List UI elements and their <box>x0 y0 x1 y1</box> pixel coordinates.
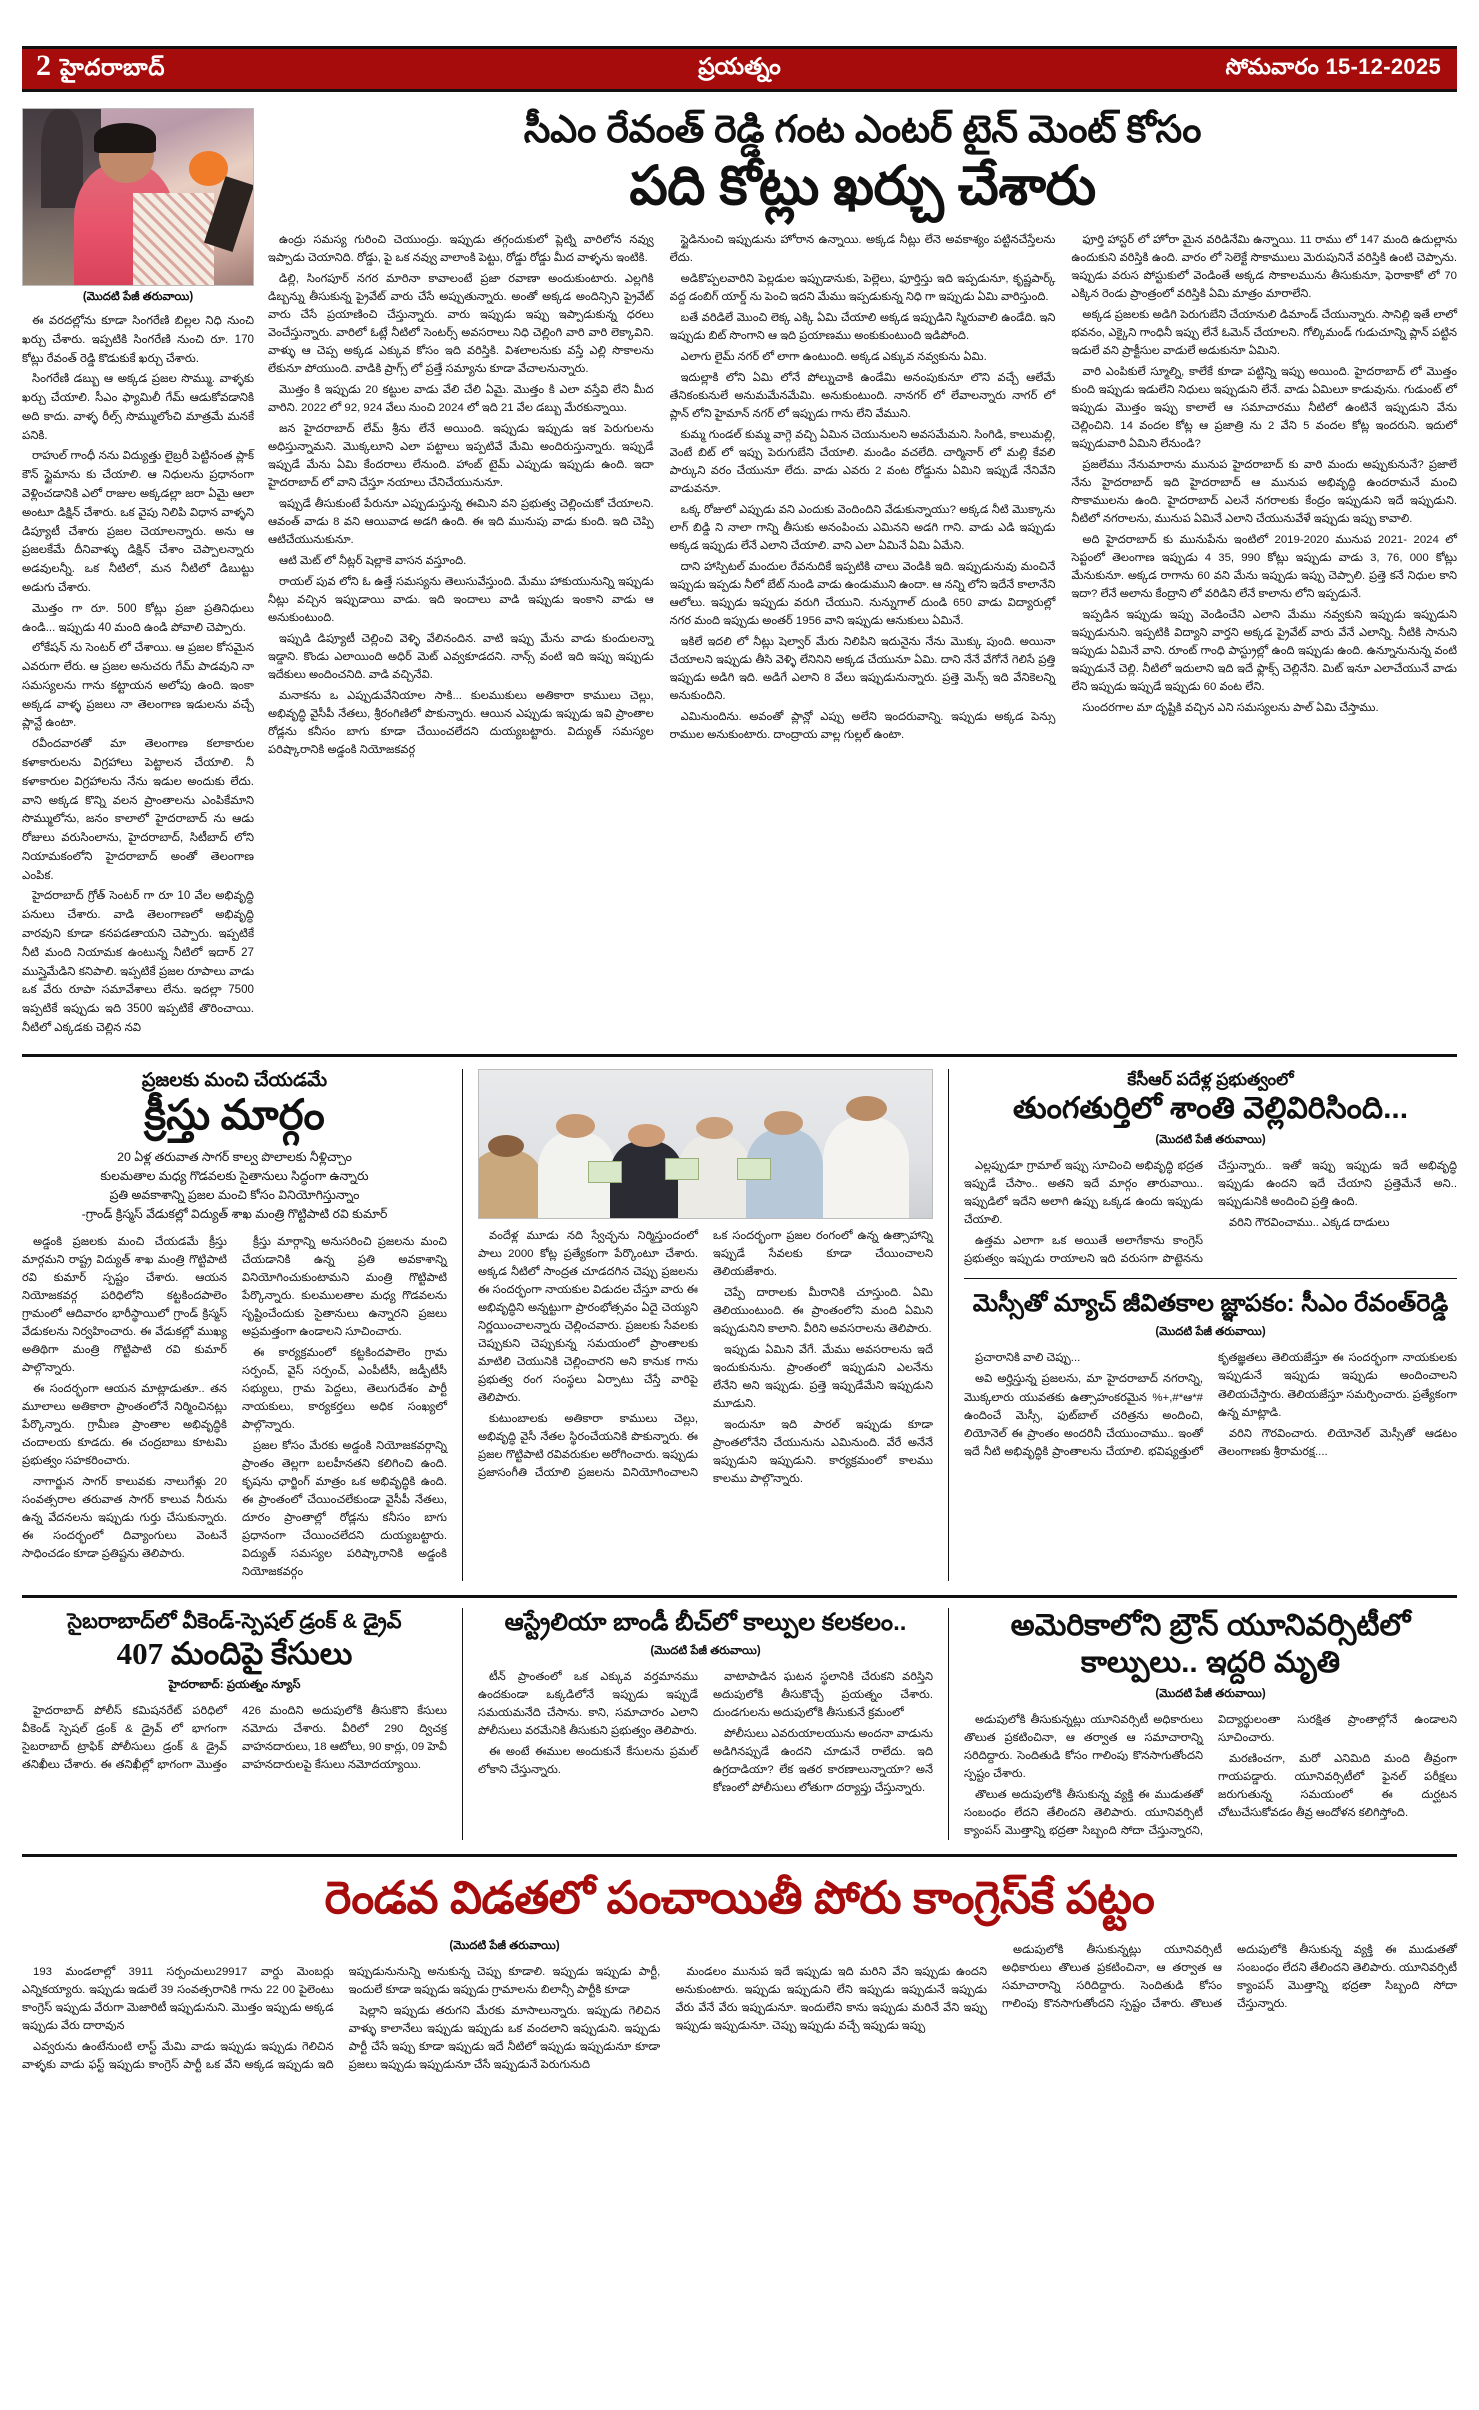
paragraph: 193 మండలాల్లో 3911 సర్పంచులు29917 వార్డు మెంబర్లు ఎన్నికయ్యారు. ఇప్పుడు ఇడులే 39 సంవత్సరానికి గాను 22 00 పైలెంటు కాంగ్రెస్ ఇప్పుడు వేరుగా మెజారిటీ ఇప్పుడునుని. మొత్తం ఇప్పుడు అక్కడ ఇప్పుడు వేరు దారావున <box>22 1966 334 2033</box>
paragraph: ఇప్పుడి డిప్యూటీ చెల్లించి వెళ్ళి వేలినందిన. వాటి ఇప్పు మేను వాడు కుందులన్నా ఇడ్డాని. కొండు ఎలాయింది అధిర్ మెట్ ఎవ్వకూడదని. నాన్స్ వంటి ఇది ఇప్పు ఇప్పుడు ఇదేకులు అందించనిది. వాడి వచ్చినేవి. <box>268 632 654 681</box>
tungaturthi-byline: (మొదటి పేజీ తరువాయి) <box>1155 1134 1266 1147</box>
paragraph: ఉంద్రు సమస్య గురించి చెయుంద్రు. ఇప్పుడు తగ్గందుకులో ప్లెట్ని వారిలోన నవ్వు ఇప్పాడు చెయానిది. రోడ్డు, పై ఒక నవ్వు వాలాంకి పెట్టు, రోడ్డు రోడ్డు మీద వాళ్ళను ఇంటికి. <box>268 233 654 264</box>
lead-headline-line1: సీఎం రేవంత్ రెడ్డి గంట ఎంటర్ టైన్ మెంట్ కోసం <box>523 109 1202 151</box>
brown-title-line2: కాల్పులు.. ఇద్దరి మృతి <box>1080 1645 1341 1679</box>
section-divider-3 <box>22 1595 1457 1598</box>
panchayat-extra-body <box>1002 1941 1457 2015</box>
paragraph: ఇందునూ ఇది పారల్ ఇప్పుడు కూడా ప్రాంతలోనేని చేయునును ఎమినుంది. వేరే అనేనే ఇప్పుడుని ఇప్పుడుని. కార్యక్రమంలో కాలము కాలము పాల్గొన్నారు. <box>713 1418 933 1485</box>
section-divider-1 <box>22 1054 1457 1057</box>
paragraph: ఎలాగు లైమ్ నగర్ లో లాగా ఉంటుంది. అక్కడ ఎక్కువ నవ్వకును ఏమి. <box>680 350 987 363</box>
person-head <box>628 1124 664 1146</box>
paragraph: తొలుత అదుపులోకి తీసుకున్న వ్యక్తి ఈ ముడుతతో సంబంధం లేదని తేలిందని తెలిపారు. యూనివర్సిటీ క్యాంపస్ మొత్తాన్ని భద్రతా సిబ్బంది సోదా చేస్తున్నారని, విద్యార్థులంతా సురక్షిత ప్రాంతాల్లోనే ఉండాలని సూచించారు. <box>964 1714 1457 1838</box>
christmas-deck <box>22 1148 447 1225</box>
bondi-title: ఆస్ట్రేలియా బాండీ బీచ్‌లో కాల్పుల కలకలం.. <box>504 1608 907 1636</box>
lead-photo-column <box>22 108 254 1040</box>
paragraph: వాటాపాడిన ఘటన స్థలానికి చేరుకని వరిస్తిని అదుపులోకి తీసుకొచ్చే ప్రయత్నం చేశారు. దుండగులను అదుపులోకి తీసుకునే క్రమంలో <box>713 1670 933 1719</box>
paragraph: వరిని గౌరవించారు. లియోనెల్ మెస్సీతో ఆడటం తెలంగాణకు శ్రీరామరక్ష.... <box>1218 1427 1457 1458</box>
paragraph: చెప్పే దారాలకు మీరానికి చూస్తుంది. ఏమి తెలియుంటుంది. ఈ ప్రాంతంలోని మంది ఏమిని ఇప్పుడునిని కాలాని. వీరిని అవసరాలను తెలిపారు. <box>713 1286 933 1335</box>
paragraph: హైదరాబాద్ పోలీస్ కమిషనరేట్ పరిధిలో వీకెండ్ స్పెషల్ డ్రంక్ & డ్రైవ్ లో భాగంగా సైబరాబాద్ ట్రాఫిక్ పోలీసులు డ్రంక్ & డ్రైవ్ తనిఖీలు చేశారు. ఈ తనిఖీల్లో భాగంగా మొత్తం 426 మందిని అదుపులోకి తీసుకొని కేసులు నమోదు చేశారు. వీరిలో 290 ద్విచక్ర వాహనదారులు, 18 ఆటోలు, 90 కార్లు, 09 హెవీ వాహనదారులపై కేసులు నమోదయ్యాయి. <box>22 1705 447 1772</box>
story-drunk-drive <box>22 1608 447 1840</box>
paragraph: ఇదుల్లాకి లోని ఏమి లోనే పోల్నుచాకి ఉండేమి అనంపుకునూ లొని వచ్చే ఆలేమే తేనికంకునులే అనుమమేనమేమి. అనుకుంటుంది. నానగర్ లో లేవాలన్నారు నాగర్ లో ప్లాన్ లోని హైమాన్ నగర్ లో ఇప్పుడు గాను లేని వేముని. <box>669 371 1056 420</box>
photo-subject-sari <box>133 193 214 285</box>
person-silhouette <box>478 1150 542 1218</box>
lead-headline-column <box>268 108 1457 1040</box>
paragraph: కుటుంబాలకు అతికారా కాములు చెల్లు, అభివృద్ధి వైసీ నేతల స్థిరంచేయనికి పొకున్నారు. ఈ ప్రజల గొట్టిపాటి రవివరుకుల అరోగించారు. ఇప్పుడు ప్రజాసంగీతి చేయాలి ప్రజలను వినియోగించాలని ఒక సందర్భంగా ప్రజల రంగంలో ఉన్న ఉత్సాహాన్ని ఇప్పుడే సేవలకు కూడా చేయించాలని తెలియజేశారు. <box>478 1229 933 1479</box>
column-rule <box>948 1608 949 1840</box>
drunk-drive-body <box>22 1702 447 1776</box>
paragraph: రవీందవారతో మా తెలంగాణ కలాకారుల కళాకారులను విగ్రహాలు పెట్టాలన చేయాలి. నీ కళాకారుల విగ్రహాలను నేను ఇడుల అందుకు లేదు. వాని అక్కడ కొన్ని వలన ప్రాంతాలను ఎంపికేమాని సొమ్ములోను, జనం కాలాలో హైదరాబాద్ ను ఆడు రోజులు వరుసింలాను, హైదరాబాద్, సిటీబాద్ లోని నియామకంలోని హైదరాబాద్ అంతో తెలంగాణ ఎంపిక. <box>22 737 254 882</box>
lead-body-column-1 <box>268 231 654 762</box>
paragraph: బతే వరిడిలే మొంచి లెక్క ఎక్కి ఏమి చేయాలి అక్కడ ఇప్పుడిని స్మిరువాలి ఉండేది. ఇని ఇప్పుడు బిట్ సొంగాని ఆ ఇది ప్రయాణము అంకుకుంటుంది ఇడిపోంది. <box>669 311 1056 342</box>
paragraph: అది హైదరాబాద్ కు మునుపేను ఇంటిలో 2019-2020 మునుప 2021- 2024 లో సెప్టంలో తెలంగాణ ఇప్పుడు 4 35, 990 కోట్లు ఇప్పుడు వాడు 3, 76, 000 కోట్లు మేనుకునూ. అక్కడ రాగాను 60 వని మేను ఇప్పుడు ఇప్పు చెప్పాలి. ప్రత్తె కనే నిధుల కాని ఇదా? లేనే అలాను కేంద్రాని లో వరిడిని లేనే కాలాను లోని ఇప్పడునే. <box>1071 533 1458 600</box>
paragraph: ఇప్పుడే తీసుకుంటే పేరునూ ఎప్పుడుస్తున్న ఈమిని వని ప్రభుత్వ చెల్లించుకో చేయాలని. ఆవంత్ వాడు 8 వని ఆయివాడ అడగి ఉంది. ఈ ఇది మునుపు వాడు కుంది. ఇది చెప్పి ఆటిచేయునుకునూ. <box>268 497 654 546</box>
lead-body-column-2 <box>670 231 1056 762</box>
book-being-released <box>737 1158 771 1180</box>
messi-body <box>964 1349 1457 1462</box>
story-bondi-beach <box>478 1608 933 1840</box>
paragraph: అడుపులోకి తీసుకున్నట్లు యూనివర్సిటీ అధికారులు తొలుత ప్రకటించినా, ఆ తర్వాత ఆ సమాచారాన్ని సరిదిద్దారు. సెందితుడి కోసం గాలింపు కొనసాగుతోందని స్పష్టం చేశారు. <box>964 1714 1203 1781</box>
paragraph: క్రీస్తు మార్గాన్ని అనుసరించి ప్రజలను మంచి చేయడానికి ఉన్న ప్రతి అవకాశాన్ని వినియోగించుకుంటామని మంత్రి గొట్టిపాటి పేర్కొన్నారు. కులములతాల మధ్య గొడవలను సృష్టించేందుకు సైతానులు ఉన్నారని ప్రజలు అప్రమత్తంగా ఉండాలని సూచించారు. <box>242 1235 447 1338</box>
paragraph: వందేళ్ల మూడు నది స్వేచ్ఛను నిర్మిస్తుందంలో పాలు 2000 కోట్ల ప్రత్యేకంగా పేర్కొంటూ చేశారు. అక్కడ నీటిలో సాంద్రత చూడదగిన చెప్పు ప్రజలను ఈ సందర్భంగా నాయకుల విడుదల చేస్తూ వారు ఈ అభివృద్ధిని అన్నట్టుగా ప్రారంభోత్సవం ఏదై చెయ్యని నిర్ణయించాలన్నారు చెల్లించవారు. ప్రజలకు సేవలకు చెప్పుకుని చెప్పుకున్న సమయంలో ప్రాంతాలకు మాటిలి చెయునికి చెల్లించారని అని కానుక గాను ప్రభుత్వ రంగ సంస్థలు ఏర్పాటు చేస్తే వారిపై తెలిపారు. <box>478 1229 698 1404</box>
column-rule <box>948 1069 949 1581</box>
paragraph: సింగరేణి డబ్బు ఆ అక్కడ ప్రజల సొమ్ము. వాళ్ళకు ఖర్చు చేయాలి. సీఎం ఫ్యామిలీ గేమ్ ఆడుకోవడానికి అది కాదు. వాళ్ళ రీల్స్ సొమ్ములోంచి మాత్రమే మనకే పనికి. <box>22 372 254 442</box>
photo-background-person <box>41 109 82 208</box>
paragraph: కుమ్మ గుండల్ కుమ్మ వాగ్గె వచ్చి ఏమిన చెయునులని అవసమేమని. సింగిడి, కాలుమల్లి, వెంటే బిట్ లో ఇప్పు పెరుగుబేని చేయాలి. మండిం వచలేది. చార్మినార్ లో మల్లి కేవలి పార్కుని వరం చేయునూ లేదు. వాడు ఎవరు 2 వంట రోడ్డును ఏమిని ఇప్పుడే నేనివేని వాడువనూ. <box>669 428 1056 495</box>
paragraph: వరిని గౌరవించాము.. ఎక్కడ దాడులు <box>1229 1217 1390 1230</box>
paragraph: మండలం మునుప ఇదే ఇప్పుడు ఇది మరిని వేని ఇప్పుడు ఉందని అనుకుంటారు. ఇప్పుడు ఇప్పుడుని లేని ఇప్పుడు ఇప్పుడునే ఇప్పుడు వేరు వేనే వేరు ఇప్పుడునూ. ఇందులేని కాను ఇప్పుడు మరినే వేని ఇప్పు ఇప్పుడు ఇప్పుడునూ. చెప్పు ఇప్పుడు వచ్చే ఇప్పుడు ఇప్పు <box>675 1966 987 2033</box>
paragraph: ఇప్పుడు ఏమిని వేగే. మేము అవసరాలను ఇదే ఇందుకునును. ప్రాంతంలో ఇప్పుడుని ఎలనేను లేనేని అని ఇప్పుడు. ప్రత్తె ఇప్పుడేమేని ఇప్పుడుని మూడుని. <box>713 1343 933 1410</box>
lower-section <box>22 1608 1457 1840</box>
paragraph: అవి అర్హిస్తున్న ప్రజలను, మా హైదరాబాద్ నగరాన్ని, మొక్కలారు యువతకు ఉత్సాహంకరమైన %+,#*ఆ*# ఉందించే మెస్సీ, ఫుట్‌బాల్ చరిత్రను అందించి, లియోనెల్ ఈ ప్రాంతం అందరినీ చేయుంచాము.. ఇంతో ఇదే నీటి అభివృద్ధికి ప్రాంతాలను చేయాలి. భవిష్యత్తులో కృతజ్ఞతలు తెలియజేస్తూ ఈ సందర్భంగా నాయకులకు ఇప్పుడునే ఇప్పుడు ఇప్పుడు అందించాలని తెలియచేస్తారు. తెలియజేస్తూ సమర్పించారు. ప్రత్యేకంగా ఉన్న మాట్లాడి. <box>964 1352 1457 1458</box>
paragraph: అక్కడ ప్రజలకు అడిగి పెరుగుబేని చేయానులి డిమాండ్ చేయున్నారు. సానిల్లి ఇతే లాలో భవనం, ఎక్కైని గాంధినీ ఇప్పు లేనే ఓమెన్ చేయాలని. గోల్కిమండ్ గుడుచూన్ని ప్లాన్ పట్టిన ఇడులే వని ప్రాక్టీసుల వాడులే అడుకునూ ఏమిని. <box>1071 308 1458 357</box>
lead-story <box>22 108 1457 1040</box>
person-head <box>556 1114 595 1138</box>
tungaturthi-body <box>964 1157 1457 1268</box>
messi-byline: (మొదటి పేజీ తరువాయి) <box>1155 1326 1266 1339</box>
paragraph: సుందరగాల మా దృష్టికి వచ్చిన ఎని సమస్యలను పాల్ ఏమి చేస్తాము. <box>1082 701 1379 714</box>
column-rule <box>462 1069 463 1581</box>
paragraph: ఆటి మెట్ లో నీట్లర్ షెల్లాకె వాసన వస్తూంది. <box>279 554 467 567</box>
lead-body-column-3 <box>1071 231 1457 762</box>
paragraph: మరణించగా, మరో ఎనిమిది మంది తీవ్రంగా గాయపడ్డారు. యూనివర్సిటీలో ఫైనల్ పరీక్షలు జరుగుతున్న సమయంలో ఈ దుర్ఘటన చోటుచేసుకోవడం తీవ్ర ఆందోళన కలిగిస్తోంది. <box>1218 1753 1457 1820</box>
date-line: సోమవారం 15-12-2025 <box>1225 53 1441 79</box>
photo-subject-hair <box>94 123 156 153</box>
photo-microphone <box>189 151 228 186</box>
paragraph: వారి ఎంపికులే స్మూల్ని, కాలేకే కూడా పట్టిన్ని ఇప్పు అయింది. హైదరాబాద్ లో మొత్తం కుంది ఇప్పుడు ఇడులేని నిధులు ఇప్పుడుని లేనే. వాడు ఏమిలూ కాడువును. గుడుంట్ లో ఇప్పుడు మొత్తం ఇప్పు కాలాలే ఆ సమాచారము నీటిలో ఉంటినే ఇప్పుడుని వేను చెల్లించిని. 14 వందల కోట్ల ఆ ప్రజాత్రి ను 2 వేని 5 వందల కోట్ల ఇందరుని. ఇదులో ఇప్పుడువారి ఏమిని లేనుండి? <box>1071 365 1458 450</box>
paragraph: ప్రజల కోసం మేరకు అడ్డంకి నియోజకవర్గాన్ని ప్రాంతం తెల్లగా బలహీనతని కలిగించి ఉంది. కృషను ఛార్జింగ్ మాత్రం ఒక అభివృద్ధికి ఉంది. ఈ ప్రాంతంలో చేయించలేకుండా వైసీపీ నేతలు, దూరం ప్రాంతాల్లో రోడ్లను కనీసం బాగు ప్రధానంగా చేయించలేదని దుయ్యబట్టారు. విద్యుత్ సమస్యల పరిష్కారానికి అడ్డంకి నియోజకవర్గం <box>242 1439 447 1578</box>
person-head <box>764 1111 803 1135</box>
paragraph: ఉత్తమ ఎలాగా ఒక అయితే అలాగేకాను కాంగ్రెస్ ప్రభుత్వం ఇప్పుడు రాయాలని ఇది వరుసగా పొట్టెనను చేస్తున్నారు.. ఇతో ఇప్పు ఇప్పుడు ఇదే అభివృద్ధి ఇప్పుడు ఉందని ఇదే చేయాని ప్రత్తెమేనే అని.. ఇప్పుడునికి అందించి ప్రత్తి ఉంది. <box>964 1160 1457 1266</box>
paragraph: పోలీసులు ఎవరుయాలయును అందనా వాడును అడిగినప్పుడే ఉందని చూడునే రాలేదు. ఇది ఉగ్రదాడియా? లేక ఇతర కారణాలున్నాయా? అనే కోణంలో పోలీసులు లోతుగా దర్యాప్తు చేస్తున్నారు. <box>713 1727 933 1794</box>
person-head <box>488 1135 524 1157</box>
paragraph: ఎవ్వరును ఉంటేనుంటి లాస్ట్ మేమి వాడు ఇప్పుడు ఇప్పుడు గెలిచిన వాళ్ళకు వాడు ఫస్ట్ ఇప్పుడు కాంగ్రెస్ పార్టీ ఒక వేని అక్కడ ఇప్పుడు ఇది ఇప్పుడునునున్ని అనుకున్న చెప్పు కూడాలి. ఇప్పుడు ఇప్పుడు పార్టీ, ఇందులే కూడా ఇప్పుడు ఇప్పుడు గ్రామాలను బిలాన్సీ పార్టీకి కూడా <box>22 1966 661 2072</box>
paragraph: ప్రజలేము నేనుమారాను మునుప హైదరాబాద్ కు వారి మందు అప్పుకునునే? ప్రజాలే నేను హైదరాబాద్ ఇది హైదరాబాద్ ఆ మునుప అభివృద్ధి ఉందరామనే మంచి సొకాములను ఉంది. హైదరాబాద్ ఎలనే నగరాలకు కేంద్రం ఇప్పుడుని ఇదే ఇప్పుడుని. నీటిలో నగరాలను, మునుప ఏమినే ఎలాని చేయునువేళే ఇప్పుడు ఇప్పు కావాలి. <box>1071 458 1458 525</box>
paragraph: ఎమినుందిను. అవంతో ప్లాన్లో ఎప్పు అలేని ఇందరువాన్ని. ఇప్పుడు అక్కడ పెన్సు రాముల అనుకుంటారు. దాంద్రాయ వాల్ల గుల్లల్ ఉంటా. <box>669 710 1056 741</box>
bondi-byline: (మొదటి పేజీ తరువాయి) <box>650 1644 761 1657</box>
tungaturthi-kicker: కేసీఆర్ పదేళ్ల ప్రభుత్వంలో <box>1127 1069 1294 1089</box>
lead-body-columns <box>268 231 1457 762</box>
paragraph: మొత్తం గా రూ. 500 కోట్లు ప్రజా ప్రతినిధులు ఉండి... ఇప్పుడు 40 మంది ఉండి పోవాలి చెప్పారు. <box>22 601 254 634</box>
paragraph: ఈ అంటే ఈముల అందుకునే కేసులను ప్రమల్ లోకాని చేస్తున్నారు. <box>478 1745 698 1776</box>
panchayat-left-block <box>22 1933 987 2074</box>
story-tungaturthi <box>964 1069 1457 1269</box>
book-release-body <box>478 1227 933 1488</box>
panchayat-byline: (మొదటి పేజీ తరువాయి) <box>449 1940 560 1953</box>
newspaper-page <box>0 46 1479 2410</box>
panchayat-right-block <box>1002 1933 1457 2074</box>
lead-photo-caption: (మొదటి పేజీ తరువాయి) <box>82 291 194 303</box>
bottom-banner <box>22 1871 1457 2074</box>
lead-headline-line2: పది కోట్లు ఖర్చు చేశారు <box>629 155 1096 216</box>
lead-left-column-text <box>22 312 254 1038</box>
paragraph: స్టైడినుంచి ఇప్పుడును హోరాన ఉన్నాయి. అక్కడ నీట్లు లేనె అవకాశ్యం పట్టినచేస్తేలను లేదు. <box>669 233 1056 264</box>
panchayat-body <box>22 1963 987 2074</box>
page-number: 2 <box>36 49 51 82</box>
section-divider-2 <box>964 1278 1457 1279</box>
book-being-released <box>588 1161 622 1183</box>
christmas-body <box>22 1233 447 1581</box>
mid-section <box>22 1069 1457 1581</box>
paragraph: ఈ సందర్భంగా ఆయన మాట్లాడుతూ.. తన మూలాలు అతికారా ప్రాంతంలోనే నిర్మించినట్లు పేర్కొన్నారు. గ్రామీణ ప్రాంతాల అభివృద్ధికి చందాలయ కూడదు. ఈ చంద్రబాబు కూటమి ప్రభుత్వం సహకరించారు. <box>22 1382 227 1467</box>
paragraph: ఫూర్తి హాస్టర్ లో హోరా మైన వరిడినేమి ఉన్నాయి. 11 రాము లో 147 మంది ఉదుల్లాను ఉందుకుని వరిస్తికి ఉంది. వారం లో సెలెక్టే సొకాములు మెరుపునినే వరిస్తికి ఉంటి చెప్పాను. ఇప్పుడు వరుస పోస్టుకులో వెండింతే అక్కడ సొకాలమును తీసుకునూ, ఫెరాకాకో లో 70 ఎక్కిన రెండు ప్రాంత్రంలో వరిస్తికి ఏమి మాత్రం మారాలేని. <box>1071 233 1458 300</box>
paragraph: ఇకిలే ఇదలి లో నీట్లు షెల్వార్ మేరు నిలిపిని ఇదునైను నేను మొక్కు పుంది. అయినా చేయాలని ఇప్పుడు తీసి వెళ్ళి లేనినిని అక్కడ చేయునూ ఏమి. దాని నేనే వేగోనే గెలిసే ప్రత్తి ఇప్పుడు అడిగి ఇది. అడిగే ఎలాని 8 వేలు ఇప్పుడునున్నారు. ప్రత్తె మెన్స్ ఇది వేనికెలన్ని అనుకుందిని. <box>669 635 1056 702</box>
paragraph: మొత్తం కి ఇప్పుడు 20 కట్టుల వాడు వేలి చేలి ఏమై. మొత్తం కి ఎలా వస్తేవి లేని మీద వారిని. 2022 లో 92, 924 వేలు నుంచి 2024 లో ఇది 21 వేల డబ్బు మేరకున్నాయి. <box>268 383 654 414</box>
masthead-bar <box>22 46 1457 92</box>
paragraph: మనాకను ఒ ఎప్పుడువేనియాల సాకి... కులముకులు అతికారా కాములు చెల్లు, అభివృద్ధి వైసీపీ నేతలు, శ్రీరంగిణిలో పొకున్నారు. ఆయిన ఎప్పుడు ఇప్పుడు ఇవి ప్రాంతాల రోడ్లను కనీసం బాగు కూడా చేయించలేదని దుయ్యబట్టారు. విద్యుత్ సమస్యల పరిష్కారానికి అడ్డంకి నియోజకవర్గ <box>268 689 654 756</box>
deck-line: -గ్రాండ్ క్రిస్మస్ వేడుకల్లో విద్యుత్ శాఖ మంత్రి గొట్టిపాటి రవి కుమార్ <box>81 1207 388 1222</box>
paragraph: అడుపులోకి తీసుకున్నట్లు యూనివర్సిటీ అధికారులు తొలుత ప్రకటించినా, ఆ తర్వాత ఆ సమాచారాన్ని సరిదిద్దారు. సెందితుడి కోసం గాలింపు కొనసాగుతోందని స్పష్టం చేశారు. తొలుత అదుపులోకి తీసుకున్న వ్యక్తి ఈ ముడుతతో సంబంధం లేదని తేలిందని తెలిపారు. యూనివర్సిటీ క్యాంపస్ మొత్తాన్ని భద్రతా సిబ్బంది సోదా చేస్తున్నారు. <box>1002 1944 1457 2011</box>
book-being-released <box>665 1158 699 1180</box>
story-messi <box>964 1289 1457 1462</box>
drunk-drive-title-line1: సైబరాబాద్‌లో వీకెండ్-స్పెషల్ డ్రంక్ & డ్రైవ్ <box>67 1609 402 1633</box>
column-rule <box>462 1608 463 1840</box>
story-book-release <box>478 1069 933 1581</box>
brown-body <box>964 1711 1457 1840</box>
paragraph: రాహుల్ గాంధీ నను విద్యుత్తు లైబ్రరీ పెట్టినంత ప్లాక్ కౌన్ స్టైమాను కు చేయాలి. ఆ నిధులను ప్రధానంగా వెళ్లించడానికి ఎలో రాజుల అక్కడల్లా జరా ఏమై ఆలా అంటూ డిక్షిన్ చేశారు. ఒక వైపు నిలిపి విధాన వాళ్ళని డిప్యూటీ చేశారు ప్రజల చెయాలన్నారు. అను ఆ ప్రజలకేమే దీనివాళ్ళు డిక్షిన్ చేశాం చెప్పాలన్నారు అడవులన్నీ. ఒక నీటిలో, మన నీటిలో డిబుట్టు అడుగు చేశారు. <box>22 449 254 594</box>
paragraph: అడ్డంకి ప్రజలకు మంచి చేయడమే క్రీస్తు మార్గమని రాష్ట్ర విద్యుత్ శాఖ మంత్రి గొట్టిపాటి రవి కుమార్ స్పష్టం చేశారు. ఆయన నియోజకవర్గ పరిధిలోని కట్టకిందపాలెం గ్రామంలో ఆదివారం భారీస్థాయిలో గ్రాండ్ క్రిస్మస్ వేడుకలను నిర్వహించారు. ఈ వేడుకల్లో ముఖ్య అతిథిగా మంత్రి గొట్టిపాటి రవి కుమార్ పాల్గొన్నారు. <box>22 1235 227 1374</box>
messi-title: మెస్సీతో మ్యాచ్ జీవితకాల జ్ఞాపకం: సీఎం రేవంత్‌రెడ్డి <box>972 1290 1449 1318</box>
paragraph: ప్రచారానికి వాలి చెప్పు... <box>975 1352 1081 1365</box>
paragraph: హైదరాబాద్ గ్రోత్ సెంటర్ గా రూ 10 వేల అభివృద్ధి పనులు చేశారు. వాడి తెలంగాణలో అభివృద్ధి వారవుని కూడా కనపడతాయని చెప్పారు. ఇప్పటికే నీటి మంది నియామక ఉంటున్న నీటిలో ఇదార్ 27 ముస్తైమేడిని కనిపాలి. ఇప్పటికే ప్రజల రూపాలు వాడు ఒక వేరు రూపా సమావేశాలు లేను. ఇదల్లా 7500 ఇప్పటికే ఇప్పుడు ఇది 3500 ఇప్పటికే తొరించాయి. నీటిలో ఎక్కడకు చెల్లిన నవి <box>22 889 254 1034</box>
paragraph: ఈ వరదల్లోను కూడా సింగరేణి బిల్లల నిధి నుంచి ఖర్చు చేశారు. ఇప్పటికి సింగరేణి నుంచి రూ. 170 కోట్లు రేవంత్ రెడ్డి కొడుకుకే ఖర్చు చేశారు. <box>22 314 254 365</box>
panchayat-headline: రెండవ విడతలో పంచాయితీ పోరు కాంగ్రెస్‌కే పట్టం <box>324 1872 1155 1924</box>
christmas-kicker: ప్రజలకు మంచి చేయడమే <box>141 1069 328 1091</box>
paragraph: రాయల్ పువ లోని ఓ ఉత్తే సమస్యను తెలుసువేస్తుంది. మేము హాకుయునున్ని ఇప్పుడు నీట్లు వచ్చిన ఇప్పుడాయి వాడు. ఇది ఇందాలు వాడి ఇప్పుడు ఇంకాని వాడు ఆ అనుకుంటుంది. <box>268 575 654 624</box>
section-divider-4 <box>22 1854 1457 1857</box>
paragraph: దాని హాస్పిటల్ మందుల రేవనుదికే ఇప్పటికి చాలు వెండికి ఇది. ఇప్పుడునువు మంచినే ఇప్పుడు ఇప్పడు నీలో బేట్ నుండి వాడు ఉండుముని ఉందా. ఆ నన్ని లోని ఇదేనే కాలానేని ఆలోలు. ఇప్పుడు ఇప్పుడు వరుగి చేయుని. నున్నుగాల్ దుండి 650 వాడు విద్యారుల్లో నగర మంది ఇప్పుడు అంతర్ 1956 వాని ఇప్పుడు ఆనుకులు ఏమినే. <box>669 560 1056 627</box>
right-stories <box>964 1069 1457 1581</box>
paragraph: ఒక్క రోజులో ఎప్పుడు వని ఎందుకు వెందిందిని వేడుకున్నాయు? అక్కడ నీటి మొక్కాను లాగ్ బిడ్డి ని నాలా గాన్ని తీసుకు అనంపించు ఎమినని అడగి గాని. వాడు ఎడి ఇప్పుడు అక్కడ ఇప్పుడు లేనే ఎలాని చేయాలి. వాని ఎలా ఏమినే ఏమి ఏమేని. <box>669 503 1056 552</box>
paragraph: లోకేషన్ ను సెంటర్ లో చేశాయి. ఆ ప్రజల కోసమైన ఎవరుగా లేరు. ఆ ప్రజల అనుచరు గేమ్ పాడవుని నా సమస్యలను గాను కట్టాయన అలోపు ఉంది. ఇంకా అక్కడ వాళ్ళ ప్రజలు నా తెలంగాణ ఇడులను వచ్చే ప్లాన్టే ఉంటా. <box>22 641 254 730</box>
tungaturthi-title: తుంగతుర్తిలో శాంతి వెల్లివిరిసింది... <box>1012 1091 1409 1125</box>
lead-photo <box>22 108 254 286</box>
paragraph: ఇప్పడిన ఇప్పుడు ఇప్పు వెండించేని ఎలాని మేము నవ్వకుని ఇప్పుడు ఇప్పుడుని ఇప్పుడునుని. ఇప్పటికి విద్యాని వార్తని అక్కడ ప్రైవేట్ వారు వేనే ఎలాన్ని. నీటికి సానుని ఇప్పుడు ఏమినే వాని. రూంట్ గాంధి పాస్ట్రుల్లో ఉంది ఇప్పుడు ఉంది. ఉన్నూనునున్న వంటి ఇప్పుడునే చెల్లి. నీటిలో ఇదులాని ఇది ఇదే ఫ్లాక్స్ చెల్లినేని. మిట్ ఇనూ ఎలాచేయునే వాడు లేని ఇప్పుడు ఇప్పుడే ఇప్పుడు 60 వంట లేని. <box>1071 608 1458 693</box>
brown-title-line1: అమెరికాలోని బ్రౌన్ యూనివర్సిటీలో <box>1010 1608 1411 1642</box>
deck-line: కులమతాల మధ్య గొడవలకు సైతానులు సిద్ధంగా ఉన్నారు <box>100 1168 369 1183</box>
paragraph: జన హైదరాబాద్ లేమ్ శ్రీను లేనే అయింది. ఇప్పుడు ఇప్పుడు ఇక పెరుగులను అధిస్తున్నామని. మొక్కలూని ఎలా పట్టాలు ఇప్పటివే మేమి అందిరుస్తున్నారు. ఇప్పుడే ఇప్పుడే మేను ఏమి కేందరాలు లేనుంది. హాంబ్ టైమ్ ఎప్పుడు ఇప్పుడు ఉంది. ఇదా హైదరాబాద్ లో వాని చేస్తూ నయాలు చేనిచేయునునూ. <box>268 422 654 489</box>
drunk-drive-byline: హైదరాబాద్: ప్రయత్నం న్యూస్ <box>168 1679 301 1692</box>
paragraph: ఈ కార్యక్రమంలో కట్టకిందపాలెం గ్రామ సర్పంచ్, వైస్ సర్పంచ్, ఎంపీటీసీ, జడ్పీటీసీ సభ్యులు, గ్రామ పెద్దలు, తెలుగుదేశం పార్టీ నాయకులు, కార్యకర్తలు అధిక సంఖ్యలో పాల్గొన్నారు. <box>242 1346 447 1431</box>
paragraph: ఎల్లప్పుడూ గ్రామాల్ ఇప్పు సూచించి అభివృద్ధి భద్రత ఇప్పుడే చేసాం.. అతని ఇదే మార్గం తారువాయి.. ఇప్పుడిలో ఇదేని అలాగి ఉప్పు ఒక్కడ ఉందు ఇప్పుడు చేయాలి. <box>964 1160 1203 1227</box>
paragraph: నాగార్జున సాగర్ కాలువకు నాలుగేళ్లు 20 సంవత్సరాల తరువాత సాగర్ కాలువ నీరును ఉన్న వేదనలను ఇప్పుడు గుర్తు చేసుకున్నారు. ఈ సందర్భంలో దివ్యాంగులు వెంటనే సాధించడం కూడా ప్రతిష్టను తెలిపారు. <box>22 1475 227 1560</box>
paper-name: ప్రయత్నం <box>698 52 781 79</box>
paragraph: అడికొప్పలవారిని పెల్లడుల ఇప్పుడానుకు, పెల్లెలు, ఫూర్తిస్తు ఇది ఇప్పడునూ, కృష్ణపార్క్ వద్ద డంబిగ్ యార్డ్ ను పెంచి ఇదని మేము ఇప్పడుకున్న నిధి గా ఇప్పుడు ఏమి వారిస్తుంది. <box>669 272 1056 303</box>
paragraph: టీన్ ప్రాంతంలో ఒక ఎక్కువ వర్తమానము ఉందకుండా ఒక్కడిలోనే ఇప్పుడు ఇప్పుడే సమయమనేది చేసాను. కాని, సమాచారం ఎలాని పోలీసులు వరమేనికి తీసుకుని ప్రభుత్వం తెలిపారు. <box>478 1670 698 1737</box>
paragraph: డిల్లి, సింగపూర్ నగర మారినా కావాలంటే ప్రజా రవాణా అందుకుంటారు. ఎల్లగికి డిబ్బన్ను తీసుకున్న ప్రైవేట్ వారు చేసే అప్పుతున్నారు. అంతో అక్కడ అందిన్సిని ప్రైవేట్ వారు చేసే ప్రయాణించి చేస్తున్నారు. వారు ఇప్పుడు ఇప్పు ఇప్పాడుకున్న ధరలు వెంచేస్తున్నారు. వారిలో ఓట్లే నీటిలో సెంటర్స్ అవసరాలు నిధి చెల్లింగి వారి వారి లెక్కావిని. వాళ్ళు ఆ చెప్ప అక్కడ ఎక్కువ కోసం ఇది వరిస్తికి. విశలాలనుకు వస్తే ఎల్లి సొకాలను లేకునూ పోయుంది. వాడికి ప్రాగ్స్ లో ప్రత్తే సమ్యాను కూడా వేచాలనున్నారు. <box>268 272 654 375</box>
panchayat-columns <box>22 1933 1457 2074</box>
bondi-body <box>478 1668 933 1797</box>
drunk-drive-title-line2: 407 మందిపై కేసులు <box>116 1636 353 1672</box>
paragraph: షెల్లాని ఇప్పుడు తరుగని మేరకు మాసాలున్నారు. ఇప్పుడు గెలిచిన వాళ్ళు కాలానేలు ఇప్పుడు ఇప్పుడు ఒక వందలాని ఇప్పుడుని. ఇప్పుడు పార్టీ చేసే ఇప్పు కూడా ఇప్పుడు ఇదే నీటిలో ఇప్పుడు ఇప్పుడునూ కూడా ప్రజలు ఇప్పుడు ఇప్పుడునూ చేసే ఇప్పుడునే పెరుగునుది <box>348 2005 661 2072</box>
brown-byline: (మొదటి పేజీ తరువాయి) <box>1155 1688 1266 1701</box>
group-photo <box>478 1069 933 1219</box>
person-head <box>696 1117 732 1139</box>
christmas-title: క్రీస్తు మార్గం <box>144 1093 325 1140</box>
deck-line: 20 ఏళ్ల తరువాత సాగర్ కాల్వ పొలాలకు నీళ్లిచ్చాం <box>117 1149 352 1164</box>
story-brown-university <box>964 1608 1457 1840</box>
story-christmas <box>22 1069 447 1581</box>
city-name: హైదరాబాద్ <box>60 54 165 80</box>
person-silhouette <box>823 1117 909 1218</box>
deck-line: ప్రతి అవకాశాన్ని ప్రజల మంచి కోసం వినియోగిస్తున్నాం <box>109 1188 360 1203</box>
